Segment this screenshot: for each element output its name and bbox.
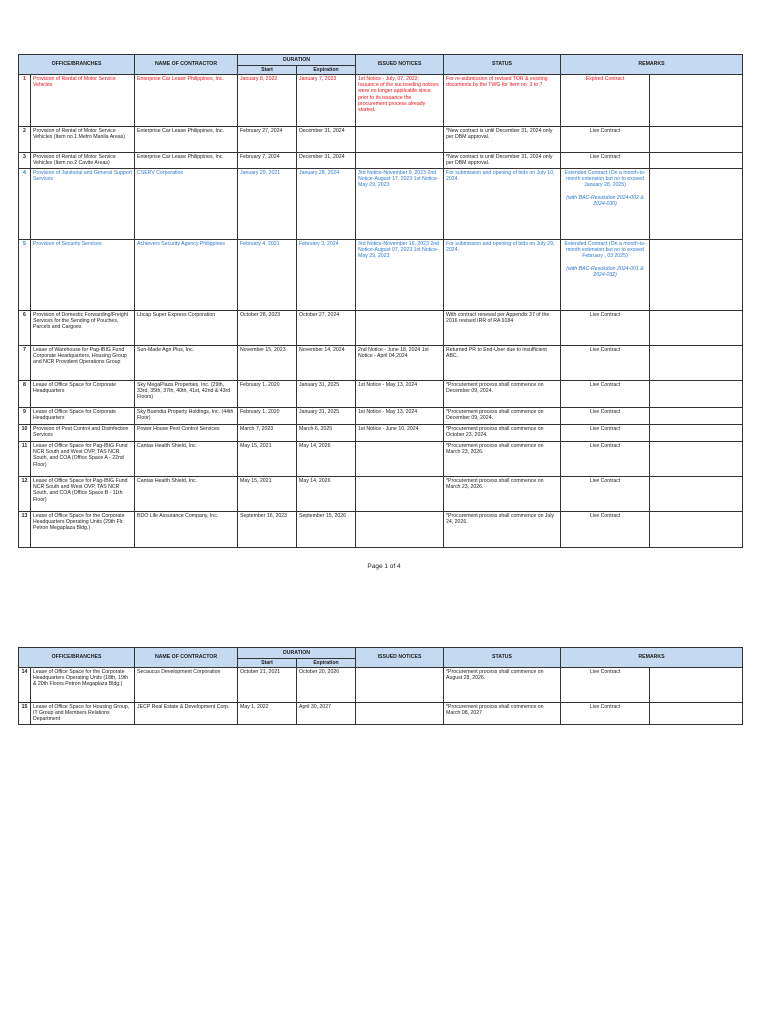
start-date-cell xyxy=(238,311,297,346)
expiration-date-cell-text: January 31, 2025 xyxy=(299,382,340,388)
issued-notices-cell-text: 1st Notice - June 10, 2024 xyxy=(358,426,419,432)
expiration-date-cell xyxy=(297,408,356,425)
start-date-cell-text: November 15, 2023 xyxy=(240,347,286,353)
contractor-cell-text: Secaucus Development Corporation xyxy=(137,669,221,675)
contractor-cell xyxy=(135,75,238,127)
issued-notices-cell xyxy=(356,703,444,725)
contractor-cell xyxy=(135,477,238,512)
start-date-cell-text: January 29, 2021 xyxy=(240,170,281,176)
expiration-date-cell-text: March 6, 2025 xyxy=(299,426,333,432)
remarks-cell-text: Live Contract xyxy=(589,704,621,710)
contractor-cell-text: Lbcap Super Express Corporation xyxy=(137,312,216,318)
contractor-cell xyxy=(135,703,238,725)
start-date-cell-text: February 1, 2020 xyxy=(240,409,280,415)
office-branch-cell xyxy=(31,153,135,169)
header-contractor: NAME OF CONTRACTOR xyxy=(135,648,238,668)
issued-notices-cell xyxy=(356,311,444,346)
status-cell-text: *Procurement process shall commence on December 09, 2024. xyxy=(446,409,544,422)
status-cell-text: With contract renewal per Appendix 37 of the 2016 revised IRR of RA 9184 xyxy=(446,312,550,325)
contractor-cell-text: Cantas Health Shield, Inc. xyxy=(137,443,197,449)
row-number-text: 4 xyxy=(23,170,26,176)
office-branch-cell-text: Provision of Rental of Motor Service Vehicles (Item no.2 Cavite Areas) xyxy=(33,154,116,167)
remarks-cell xyxy=(561,127,650,153)
start-date-cell xyxy=(238,477,297,512)
header-contractor: NAME OF CONTRACTOR xyxy=(135,55,238,75)
issued-notices-cell xyxy=(356,127,444,153)
row-number-text: 10 xyxy=(21,426,28,432)
start-date-cell-text: February 1, 2020 xyxy=(240,382,280,388)
expiration-date-cell xyxy=(297,425,356,442)
remarks-resolution-text: (with BAC-Resolution 2024-001 & 2024-032) xyxy=(566,265,644,278)
office-branch-cell xyxy=(31,240,135,311)
status-cell xyxy=(444,75,561,127)
issued-notices-cell xyxy=(356,442,444,477)
expiration-date-cell xyxy=(297,75,356,127)
office-branch-cell-text: Provision of Pest Control and Disinfection Services xyxy=(33,426,129,439)
blank-cell xyxy=(650,311,743,346)
remarks-cell xyxy=(561,153,650,169)
start-date-cell-text: May 15, 2021 xyxy=(240,443,272,449)
contractor-cell xyxy=(135,668,238,703)
issued-notices-cell-text: 2nd Notice - June 18, 2024 1st Notice - April 04,2024 xyxy=(358,347,429,360)
table-row xyxy=(19,477,743,512)
status-cell-text: *Procurement process shall commence on March 08, 2027 xyxy=(446,704,544,717)
table-row xyxy=(19,127,743,153)
row-number xyxy=(19,153,31,169)
office-branch-cell-text: Provision of Security Services xyxy=(33,241,102,247)
contractor-cell-text: Enterprise Car Lease Philippines, Inc. xyxy=(137,154,224,160)
office-branch-cell xyxy=(31,442,135,477)
office-branch-cell-text: Provision of Rental of Motor Service Vehicles xyxy=(33,76,116,89)
row-number-text: 13 xyxy=(21,513,28,519)
row-number-text: 7 xyxy=(23,347,26,353)
contractor-cell-text: Achievers Security Agency Philippines xyxy=(137,241,225,247)
status-cell-text: *Procurement process shall commence on October 23, 2024. xyxy=(446,426,544,439)
contractor-cell-text: Power House Pest Control Services xyxy=(137,426,220,432)
contractor-cell xyxy=(135,425,238,442)
start-date-cell-text: May 1, 2022 xyxy=(240,704,269,710)
expiration-date-cell-text: February 3, 2024 xyxy=(299,241,339,247)
status-cell-text: For submission and opening of bids on July 29, 2024. xyxy=(446,241,555,254)
expiration-date-cell-text: January 31, 2025 xyxy=(299,409,340,415)
office-branch-cell-text: Lease of Office Space for Corporate Headquarters xyxy=(33,409,116,422)
blank-cell xyxy=(650,442,743,477)
start-date-cell-text: October 28, 2023 xyxy=(240,312,281,318)
page-number: Page 1 of 4 xyxy=(367,563,401,570)
status-cell-text: For re-submission of revised TOR & existing documents by the TWG for Item no. 3 to 7. xyxy=(446,76,548,89)
office-branch-cell-text: Provision of Rental of Motor Service Vehicles (Item no.1 Metro Manila Areas) xyxy=(33,128,125,141)
expiration-date-cell-text: January 28, 2024 xyxy=(299,170,340,176)
office-branch-cell xyxy=(31,408,135,425)
issued-notices-cell xyxy=(356,512,444,548)
office-branch-cell xyxy=(31,668,135,703)
status-cell xyxy=(444,127,561,153)
start-date-cell xyxy=(238,408,297,425)
remarks-cell xyxy=(561,240,650,311)
row-number xyxy=(19,668,31,703)
remarks-cell-text: Live Contract xyxy=(589,154,621,160)
start-date-cell xyxy=(238,346,297,381)
start-date-cell-text: February 4, 2021 xyxy=(240,241,280,247)
expiration-date-cell-text: October 27, 2024 xyxy=(299,312,340,318)
expiration-date-cell-text: January 7, 2023 xyxy=(299,76,337,82)
office-branch-cell xyxy=(31,169,135,240)
status-cell xyxy=(444,668,561,703)
blank-cell xyxy=(650,408,743,425)
row-number-text: 9 xyxy=(23,409,26,415)
start-date-cell xyxy=(238,512,297,548)
issued-notices-cell-text: 1st Notice - July, 07, 2022; Issuance of the succeeding notices were no longer applicable since prior to its issuance the procurement process already started. xyxy=(358,76,439,114)
office-branch-cell-text: Provision of Janitorial and General Support Services xyxy=(33,170,132,183)
contractor-cell xyxy=(135,169,238,240)
row-number-text: 15 xyxy=(21,704,28,710)
status-cell xyxy=(444,477,561,512)
table-row xyxy=(19,668,743,703)
header-duration: DURATION xyxy=(238,55,356,66)
start-date-cell-text: February 7, 2024 xyxy=(240,154,280,160)
blank-cell xyxy=(650,75,743,127)
row-number xyxy=(19,240,31,311)
header-status: STATUS xyxy=(444,648,561,668)
remarks-cell-text: Expired Contract xyxy=(585,76,625,82)
remarks-cell xyxy=(561,75,650,127)
expiration-date-cell xyxy=(297,442,356,477)
status-cell-text: *Procurement process shall commence on August 28, 2026. xyxy=(446,669,544,682)
remarks-cell xyxy=(561,425,650,442)
remarks-cell xyxy=(561,477,650,512)
contracts-table-page-1 xyxy=(18,54,743,548)
office-branch-cell xyxy=(31,75,135,127)
remarks-cell-text: Live Contract xyxy=(589,409,621,415)
table-row xyxy=(19,153,743,169)
office-branch-cell-text: Lease of Warehouse for Pag-IBIG Fund Corporate Headquarters, Housing Group and NCR Provident Operations Group xyxy=(33,347,127,366)
blank-cell xyxy=(650,703,743,725)
office-branch-cell xyxy=(31,703,135,725)
remarks-cell xyxy=(561,512,650,548)
contractor-cell xyxy=(135,512,238,548)
remarks-cell xyxy=(561,408,650,425)
row-number xyxy=(19,169,31,240)
blank-cell xyxy=(650,346,743,381)
issued-notices-cell xyxy=(356,381,444,408)
expiration-date-cell-text: December 31, 2024 xyxy=(299,128,345,134)
blank-cell xyxy=(650,127,743,153)
office-branch-cell xyxy=(31,311,135,346)
row-number xyxy=(19,408,31,425)
issued-notices-cell xyxy=(356,169,444,240)
issued-notices-cell xyxy=(356,240,444,311)
expiration-date-cell xyxy=(297,127,356,153)
status-cell-text: *New contract is until December 31, 2024 only per DBM approval. xyxy=(446,128,553,141)
status-cell xyxy=(444,153,561,169)
expiration-date-cell xyxy=(297,311,356,346)
office-branch-cell xyxy=(31,512,135,548)
expiration-date-cell-text: September 15, 2026 xyxy=(299,513,347,519)
status-cell-text: Returned PR to End-User due to insufficient ABC. xyxy=(446,347,547,360)
row-number xyxy=(19,381,31,408)
row-number xyxy=(19,512,31,548)
issued-notices-cell-text: 3rd Notice-November 9, 2023 2nd Notice-August 17, 2023 1st Notice-May 29, 2023 xyxy=(358,170,439,189)
issued-notices-cell xyxy=(356,477,444,512)
start-date-cell xyxy=(238,169,297,240)
contractor-cell xyxy=(135,127,238,153)
table-row xyxy=(19,512,743,548)
row-number xyxy=(19,346,31,381)
blank-cell xyxy=(650,668,743,703)
contractor-cell xyxy=(135,311,238,346)
header-remarks: REMARKS xyxy=(561,55,743,75)
status-cell-text: *Procurement process shall commence on July 24, 2026. xyxy=(446,513,555,526)
start-date-cell xyxy=(238,703,297,725)
status-cell xyxy=(444,408,561,425)
remarks-cell xyxy=(561,311,650,346)
header-status: STATUS xyxy=(444,55,561,75)
contractor-cell xyxy=(135,240,238,311)
row-number xyxy=(19,442,31,477)
row-number xyxy=(19,75,31,127)
start-date-cell xyxy=(238,75,297,127)
header-issued-notices: ISSUED NOTICES xyxy=(356,55,444,75)
start-date-cell xyxy=(238,668,297,703)
remarks-cell xyxy=(561,668,650,703)
contracts-table-page-2 xyxy=(18,647,743,725)
issued-notices-cell-text: 1st Notice - May 13, 2024 xyxy=(358,409,418,415)
row-number-text: 3 xyxy=(23,154,26,160)
table-row xyxy=(19,169,743,240)
status-cell xyxy=(444,703,561,725)
table-row xyxy=(19,408,743,425)
remarks-cell-text: Live Contract xyxy=(589,347,621,353)
remarks-cell-text: Live Contract xyxy=(589,513,621,519)
table-row xyxy=(19,346,743,381)
office-branch-cell-text: Lease of Office Space for the Corporate Headquarters Operating Units (18th, 19th & 20th Floors Petron Megaplaza Bldg.) xyxy=(33,669,129,688)
issued-notices-cell xyxy=(356,346,444,381)
expiration-date-cell xyxy=(297,512,356,548)
header-duration: DURATION xyxy=(238,648,356,659)
status-cell xyxy=(444,240,561,311)
blank-cell xyxy=(650,477,743,512)
office-branch-cell-text: Lease of Office Space for Pag-IBIG Fund NCR South and West OVP, TAS NCR South, and COA (Office Space A - 22nd Floor) xyxy=(33,443,128,468)
start-date-cell-text: October 21, 2021 xyxy=(240,669,281,675)
start-date-cell-text: May 15, 2021 xyxy=(240,478,272,484)
status-cell xyxy=(444,346,561,381)
remarks-cell-text: Live Contract xyxy=(589,382,621,388)
header-start: Start xyxy=(238,659,297,668)
contractor-cell xyxy=(135,346,238,381)
blank-cell xyxy=(650,240,743,311)
table-row xyxy=(19,75,743,127)
row-number-text: 1 xyxy=(23,76,26,82)
expiration-date-cell-text: April 30, 2027 xyxy=(299,704,332,710)
contractor-cell-text: Sky MegaPlaza Properties, Inc. (29th, 33rd, 35th, 37th, 40th, 41st, 42nd & 43rd Floors) xyxy=(137,382,231,401)
remarks-cell-text: Live Contract xyxy=(589,128,621,134)
issued-notices-cell-text: 3rd Notice-November 16, 2023 2nd Notice-August 07, 2023 1st Notice-May 29, 2023 xyxy=(358,241,440,260)
start-date-cell-text: September 16, 2023 xyxy=(240,513,288,519)
contractor-cell-text: Enterprise Car Lease Philippines, Inc. xyxy=(137,128,224,134)
expiration-date-cell-text: November 14, 2024 xyxy=(299,347,345,353)
office-branch-cell xyxy=(31,381,135,408)
remarks-cell-text: Live Contract xyxy=(589,478,621,484)
row-number-text: 14 xyxy=(21,669,28,675)
contractor-cell-text: CSERV Corporation xyxy=(137,170,184,176)
row-number-text: 6 xyxy=(23,312,26,318)
expiration-date-cell xyxy=(297,346,356,381)
start-date-cell xyxy=(238,381,297,408)
contractor-cell xyxy=(135,442,238,477)
remarks-cell-text: Extended Contract (On a month-to-month extension but no to exceed January 28, 2025) xyxy=(564,170,646,189)
remarks-cell-text: Live Contract xyxy=(589,426,621,432)
office-branch-cell-text: Lease of Office Space for Pag-IBIG Fund NCR South and West OVP, TAS NCR South, and COA (Office Space B - 11th Floor) xyxy=(33,478,128,503)
header-office: OFFICE/BRANCHES xyxy=(19,648,135,668)
contractor-cell-text: Cantas Health Shield, Inc. xyxy=(137,478,197,484)
remarks-cell-text: Live Contract xyxy=(589,669,621,675)
table-row xyxy=(19,381,743,408)
blank-cell xyxy=(650,381,743,408)
row-number xyxy=(19,703,31,725)
expiration-date-cell-text: May 14, 2026 xyxy=(299,478,331,484)
remarks-cell xyxy=(561,703,650,725)
row-number-text: 8 xyxy=(23,382,26,388)
blank-cell xyxy=(650,512,743,548)
table-row xyxy=(19,442,743,477)
status-cell-text: *Procurement process shall commence on December 09, 2024. xyxy=(446,382,544,395)
row-number xyxy=(19,477,31,512)
table-row xyxy=(19,703,743,725)
start-date-cell xyxy=(238,240,297,311)
status-cell-text: *Procurement process shall commence on March 23, 2026. xyxy=(446,443,544,456)
issued-notices-cell xyxy=(356,668,444,703)
row-number-text: 11 xyxy=(21,443,28,449)
table-row xyxy=(19,240,743,311)
issued-notices-cell-text: 1st Notice - May 13, 2024 xyxy=(358,382,418,388)
issued-notices-cell xyxy=(356,153,444,169)
header-expiration: Expiration xyxy=(297,66,356,75)
row-number xyxy=(19,425,31,442)
header-start: Start xyxy=(238,66,297,75)
expiration-date-cell xyxy=(297,381,356,408)
office-branch-cell-text: Provision of Domestic Forwarding/Freight Services for the Sending of Pouches, Parcels and Cargoes xyxy=(33,312,129,331)
row-number-text: 5 xyxy=(23,241,26,247)
expiration-date-cell xyxy=(297,477,356,512)
header-issued-notices: ISSUED NOTICES xyxy=(356,648,444,668)
office-branch-cell-text: Lease of Office Space for Housing Group, IT Group and Members Relations Department xyxy=(33,704,130,723)
row-number-text: 2 xyxy=(23,128,26,134)
office-branch-cell-text: Lease of Office Space for Corporate Headquarters xyxy=(33,382,116,395)
table-row xyxy=(19,425,743,442)
row-number-text: 12 xyxy=(21,478,28,484)
office-branch-cell xyxy=(31,425,135,442)
status-cell-text: *New contract is until December 31, 2024 only per DBM approval. xyxy=(446,154,553,167)
status-cell xyxy=(444,425,561,442)
row-number xyxy=(19,311,31,346)
contractor-cell-text: JECP Real Estate & Development Corp. xyxy=(137,704,230,710)
blank-cell xyxy=(650,169,743,240)
header-expiration: Expiration xyxy=(297,659,356,668)
contractor-cell-text: Enterprise Car Lease Philippines, Inc. xyxy=(137,76,224,82)
expiration-date-cell xyxy=(297,668,356,703)
office-branch-cell-text: Lease of Office Space for the Corporate Headquarters Operating Units (29th Flr. Petron Megaplaza Bldg.) xyxy=(33,513,125,532)
remarks-cell-text: Live Contract xyxy=(589,443,621,449)
status-cell xyxy=(444,169,561,240)
expiration-date-cell-text: May 14, 2026 xyxy=(299,443,331,449)
contractor-cell-text: Sun-Made Agri Plus, Inc. xyxy=(137,347,195,353)
remarks-cell xyxy=(561,442,650,477)
contractor-cell xyxy=(135,153,238,169)
start-date-cell xyxy=(238,425,297,442)
start-date-cell-text: February 27, 2024 xyxy=(240,128,283,134)
office-branch-cell xyxy=(31,346,135,381)
expiration-date-cell xyxy=(297,153,356,169)
issued-notices-cell xyxy=(356,75,444,127)
start-date-cell xyxy=(238,127,297,153)
start-date-cell-text: March 7, 2023 xyxy=(240,426,274,432)
header-remarks: REMARKS xyxy=(561,648,743,668)
expiration-date-cell xyxy=(297,703,356,725)
contractor-cell xyxy=(135,381,238,408)
start-date-cell-text: January 8, 2022 xyxy=(240,76,278,82)
expiration-date-cell-text: October 20, 2026 xyxy=(299,669,340,675)
status-cell xyxy=(444,381,561,408)
remarks-resolution-text: (with BAC-Resolution 2024-002 & 2024-030) xyxy=(566,194,644,207)
issued-notices-cell xyxy=(356,408,444,425)
row-number xyxy=(19,127,31,153)
remarks-cell-text: Extended Contract (On a month-to-month extension but no to exceed February , 03 2025) xyxy=(564,241,646,260)
expiration-date-cell-text: December 31, 2024 xyxy=(299,154,345,160)
expiration-date-cell xyxy=(297,240,356,311)
status-cell xyxy=(444,512,561,548)
office-branch-cell xyxy=(31,127,135,153)
status-cell xyxy=(444,442,561,477)
issued-notices-cell xyxy=(356,425,444,442)
header-office: OFFICE/BRANCHES xyxy=(19,55,135,75)
contractor-cell-text: BDO Life Assurance Company, Inc. xyxy=(137,513,219,519)
status-cell-text: For submission and opening of bids on July 10, 2024. xyxy=(446,170,555,183)
remarks-cell xyxy=(561,346,650,381)
blank-cell xyxy=(650,425,743,442)
office-branch-cell xyxy=(31,477,135,512)
status-cell-text: *Procurement process shall commence on March 23, 2026. xyxy=(446,478,544,491)
table-row xyxy=(19,311,743,346)
contractor-cell-text: Sky Buendia Property Holdings, Inc. (44th Floor) xyxy=(137,409,234,422)
contractor-cell xyxy=(135,408,238,425)
expiration-date-cell xyxy=(297,169,356,240)
remarks-cell xyxy=(561,381,650,408)
start-date-cell xyxy=(238,442,297,477)
start-date-cell xyxy=(238,153,297,169)
status-cell xyxy=(444,311,561,346)
remarks-cell xyxy=(561,169,650,240)
remarks-cell-text: Live Contract xyxy=(589,312,621,318)
blank-cell xyxy=(650,153,743,169)
